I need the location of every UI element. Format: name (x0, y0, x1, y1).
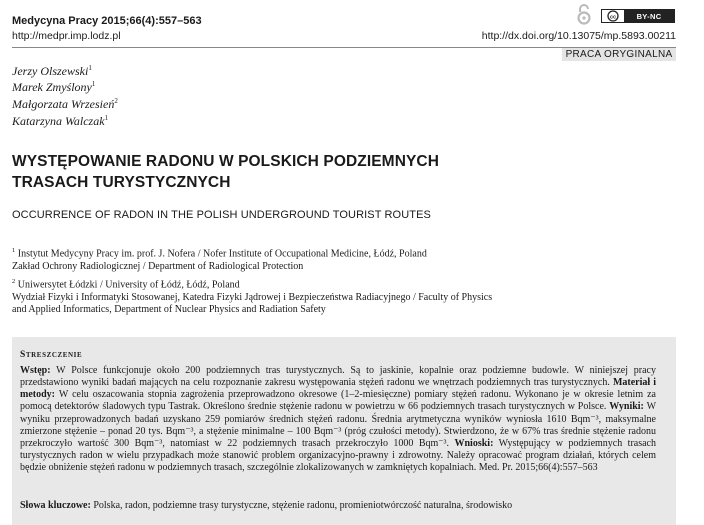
author-3: Małgorzata Wrzesień$^2$ (12, 97, 118, 111)
journal-citation: Medycyna Pracy 2015;66(4):557–563 (12, 15, 202, 27)
abstract-heading: Streszczenie (20, 350, 83, 360)
license-label: BY-NC (624, 10, 674, 22)
affiliation-1: $^1$ Instytut Medycyny Pracy im. prof. J. Nofera / Nofer Institute of Occupational Medicine, Łódź, Poland Zakład Ochrony Radiologicznej / Department of Radiological Protection (12, 247, 427, 272)
article-title-english: OCCURRENCE OF RADON IN THE POLISH UNDERGROUND TOURIST ROUTES (12, 209, 431, 221)
keywords: Słowa kluczowe: Polska, radon, podziemne trasy turystyczne, stężenie radonu, promieniotwórczość naturalna, środowisko (20, 500, 513, 511)
author-1: Jerzy Olszewski$^1$ (12, 64, 92, 78)
abstract-body: Wstęp: W Polsce funkcjonuje około 200 podziemnych tras turystycznych. Są to jaskinie, kopalnie oraz podziemne budowle. W niniejszej pracy przedstawiono wyniki badań mających na celu rozpoznanie zakresu występowania stężeń radonu we wnętrzach podziemnych tras turystycznych. Materiał i metody: W celu oszacowania stopnia zagrożenia przeprowadzono okresowe (1–2-miesięczne) pomiary stężeń radonu. Wykonano je w okresie letnim za pomocą detektorów śladowych typu Tastrak. Określono średnie stężenie radonu w powietrzu w 66 podziemnych trasach turystycznych w Polsce. Wyniki: W wyniku przeprowadzonych badań uzyskano 259 pomiarów średnich stężeń radonu. Średnia arytmetyczna wyników wyniosła 1610 Bqm⁻³, maksymalne zmierzone stężenie – ponad 20 tys. Bqm⁻³, a stężenie minimalne – 100 Bqm⁻³ (próg czułości metody). Stwierdzono, że w 67% tras średnie stężenie radonu przekroczyło wartość 300 Bqm⁻³, natomiast w 22 podziemnych trasach przekroczyło 1000 Bqm⁻³. Wnioski: Występujący w podziemnych trasach turystycznych radon w wielu przypadkach może stanowić problem organizacyjno-prawny i zdrowotny. Należy opracować program działań, których celem będzie obniżenie stężeń radonu w podziemnych trasach, szczególnie zlokalizowanych w zamkniętych kopalniach. Med. Pr. 2015;66(4):557–563 (20, 365, 657, 474)
author-4: Katarzyna Walczak$^1$ (12, 114, 109, 128)
author-2: Marek Zmyślony$^1$ (12, 80, 96, 94)
affiliation-2: $^2$ Uniwersytet Łódzki / University of Łódź, Łódź, Poland Wydział Fizyki i Informatyki Stosowanej, Katedra Fizyki Jądrowej i Bezpieczeństwa Radiacyjnego / Faculty of Physics and Applied Informatics, Department of Nuclear Physics and Radiation Safety (12, 278, 493, 316)
article-title-polish: WYSTĘPOWANIE RADONU W POLSKICH PODZIEMNYCH TRASACH TURYSTYCZNYCH (12, 153, 440, 191)
creative-commons-icon (602, 10, 624, 22)
cc-license-badge[interactable] (601, 9, 675, 23)
article-type-label: PRACA ORYGINALNA (562, 48, 676, 61)
open-access-icon (576, 3, 592, 25)
svg-text:cc: cc (609, 14, 617, 21)
doi-link[interactable]: http://dx.doi.org/10.13075/mp.5893.00211 (481, 30, 676, 42)
journal-url-link[interactable]: http://medpr.imp.lodz.pl (12, 30, 121, 42)
